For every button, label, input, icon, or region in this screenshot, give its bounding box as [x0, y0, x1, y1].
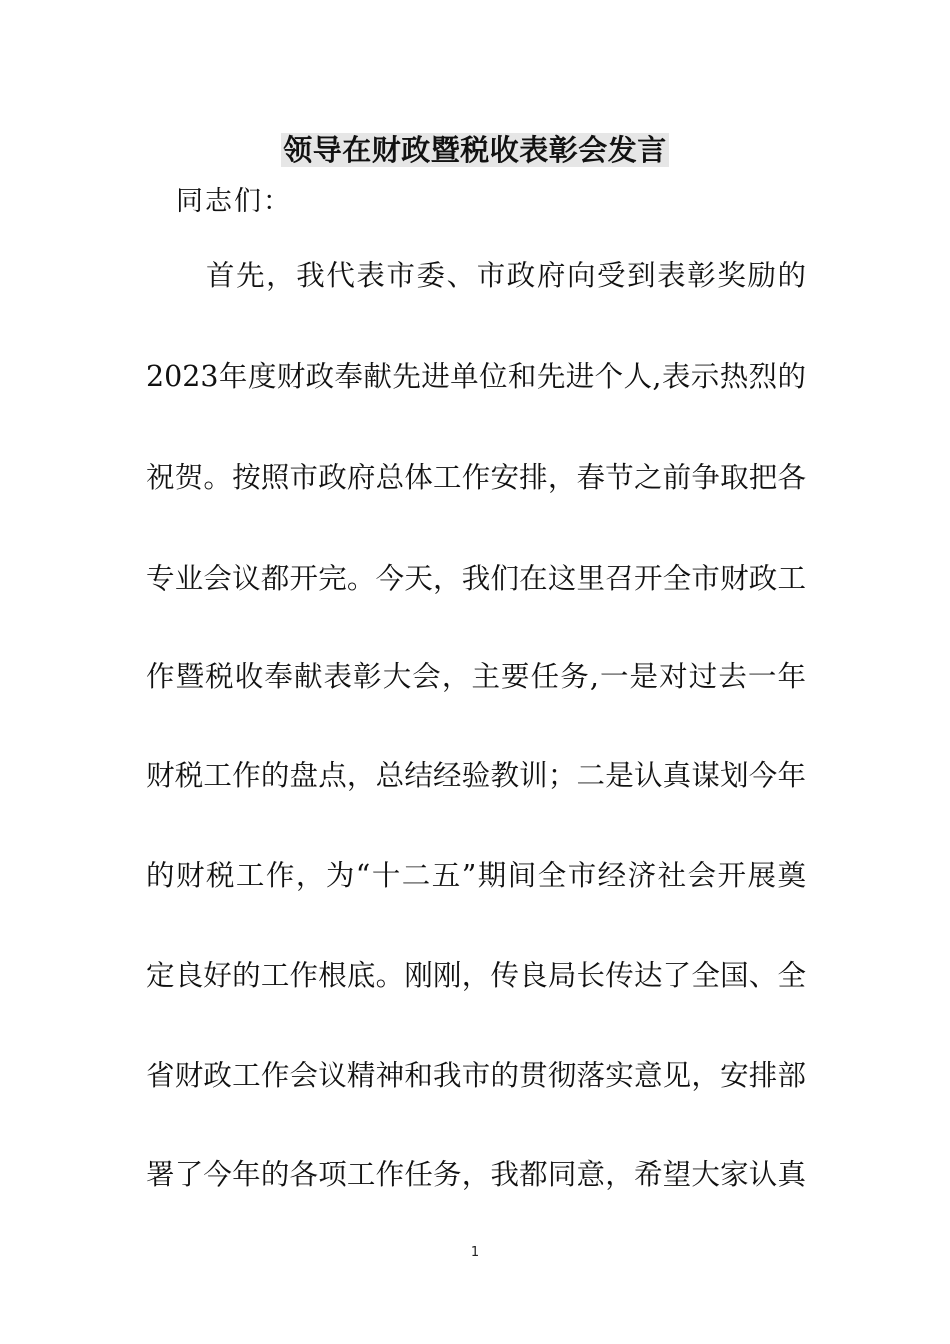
body-line: 署了今年的各项工作任务，我都同意，希望大家认真	[146, 1158, 806, 1191]
body-line: 作暨税收奉献表彰大会，主要任务,一是对过去一年	[146, 660, 806, 693]
body-line: 首先，我代表市委、市政府向受到表彰奖励的	[206, 259, 806, 292]
body-line: 省财政工作会议精神和我市的贯彻落实意见，安排部	[146, 1059, 806, 1092]
body-line: 2023年度财政奉献先进单位和先进个人,表示热烈的	[146, 360, 806, 393]
body-line: 专业会议都开完。今天，我们在这里召开全市财政工	[146, 562, 806, 595]
body-line: 定良好的工作根底。刚刚，传良局长传达了全国、全	[146, 959, 806, 992]
body-line: 的财税工作，为“十二五”期间全市经济社会开展奠	[146, 859, 806, 892]
document-title	[0, 130, 950, 170]
page-number: 1	[470, 1245, 480, 1260]
salutation: 同志们：	[176, 186, 292, 217]
body-line: 财税工作的盘点，总结经验教训；二是认真谋划今年	[146, 759, 806, 792]
body-line: 祝贺。按照市政府总体工作安排，春节之前争取把各	[146, 461, 806, 494]
document-title-text: 领导在财政暨税收表彰会发言	[283, 133, 667, 167]
